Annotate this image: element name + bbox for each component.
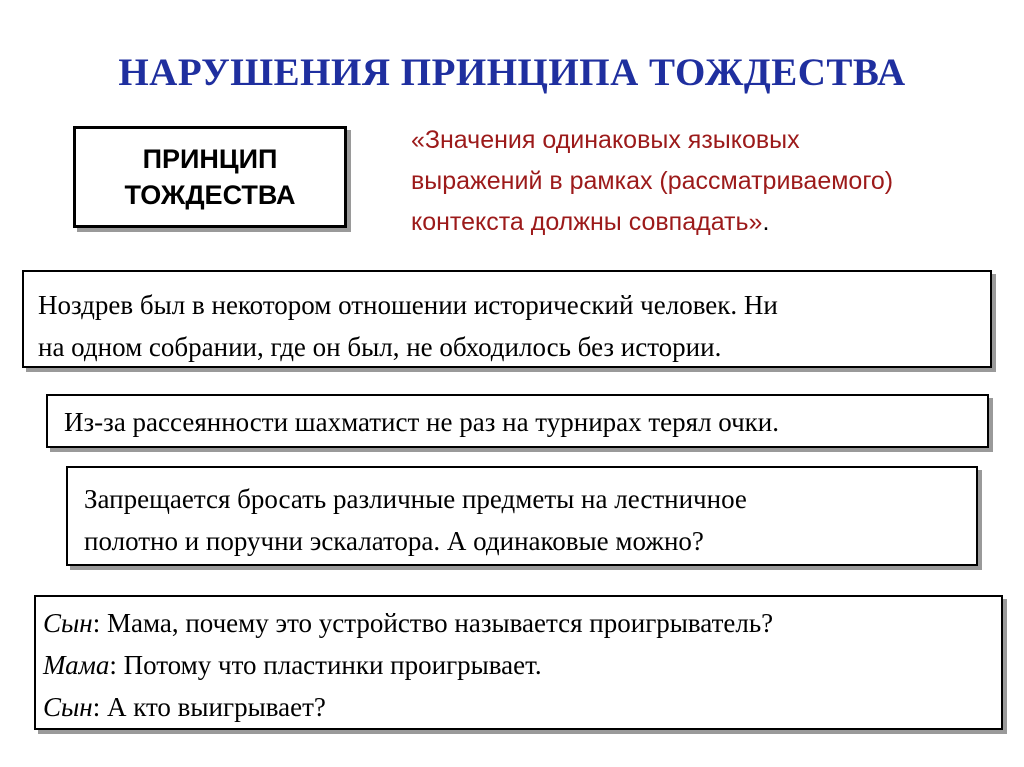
example-box-escalator	[66, 466, 978, 566]
example-3-line-1: Запрещается бросать различные предметы на лестничное	[84, 484, 747, 514]
dialogue-line-1	[43, 602, 1001, 644]
example-2-line-1: Из-за рассеянности шахматист не раз на турнирах терял очки.	[64, 407, 779, 437]
quote-end: .	[762, 208, 770, 236]
dialogue-text-1: : Мама, почему это устройство называется проигрыватель?	[92, 608, 774, 638]
example-box-chess	[46, 394, 989, 448]
dialogue-text-2: : Потому что пластинки проигрывает.	[109, 650, 542, 680]
dialogue-speaker-2: Мама	[43, 650, 110, 680]
principle-box	[73, 126, 347, 228]
principle-line-1: ПРИНЦИП	[142, 144, 278, 174]
quote-line-3-text: контекста должны совпадать»	[411, 208, 763, 236]
example-1-line-1: Ноздрев был в некотором отношении исторический человек. Ни	[38, 290, 778, 320]
dialogue-speaker-3: Сын	[43, 692, 93, 722]
definition-quote	[411, 120, 1011, 243]
example-1-line-2: на одном собрании, где он был, не обходилось без истории.	[38, 332, 722, 362]
page-title: НАРУШЕНИЯ ПРИНЦИПА ТОЖДЕСТВА	[118, 51, 906, 94]
dialogue-text-3: : А кто выигрывает?	[92, 692, 326, 722]
dialogue-line-2	[43, 644, 1001, 686]
example-box-nozdrev	[22, 270, 992, 368]
quote-line-1: «Значения одинаковых языковых	[411, 126, 800, 154]
example-box-dialogue	[34, 595, 1003, 730]
example-3-line-2: полотно и поручни эскалатора. А одинаковые можно?	[84, 526, 704, 556]
quote-line-3	[411, 202, 1011, 243]
dialogue-speaker-1: Сын	[43, 608, 93, 638]
dialogue-line-3	[43, 686, 1001, 728]
quote-line-2: выражений в рамках (рассматриваемого)	[411, 167, 894, 195]
principle-line-2: ТОЖДЕСТВА	[124, 180, 296, 210]
